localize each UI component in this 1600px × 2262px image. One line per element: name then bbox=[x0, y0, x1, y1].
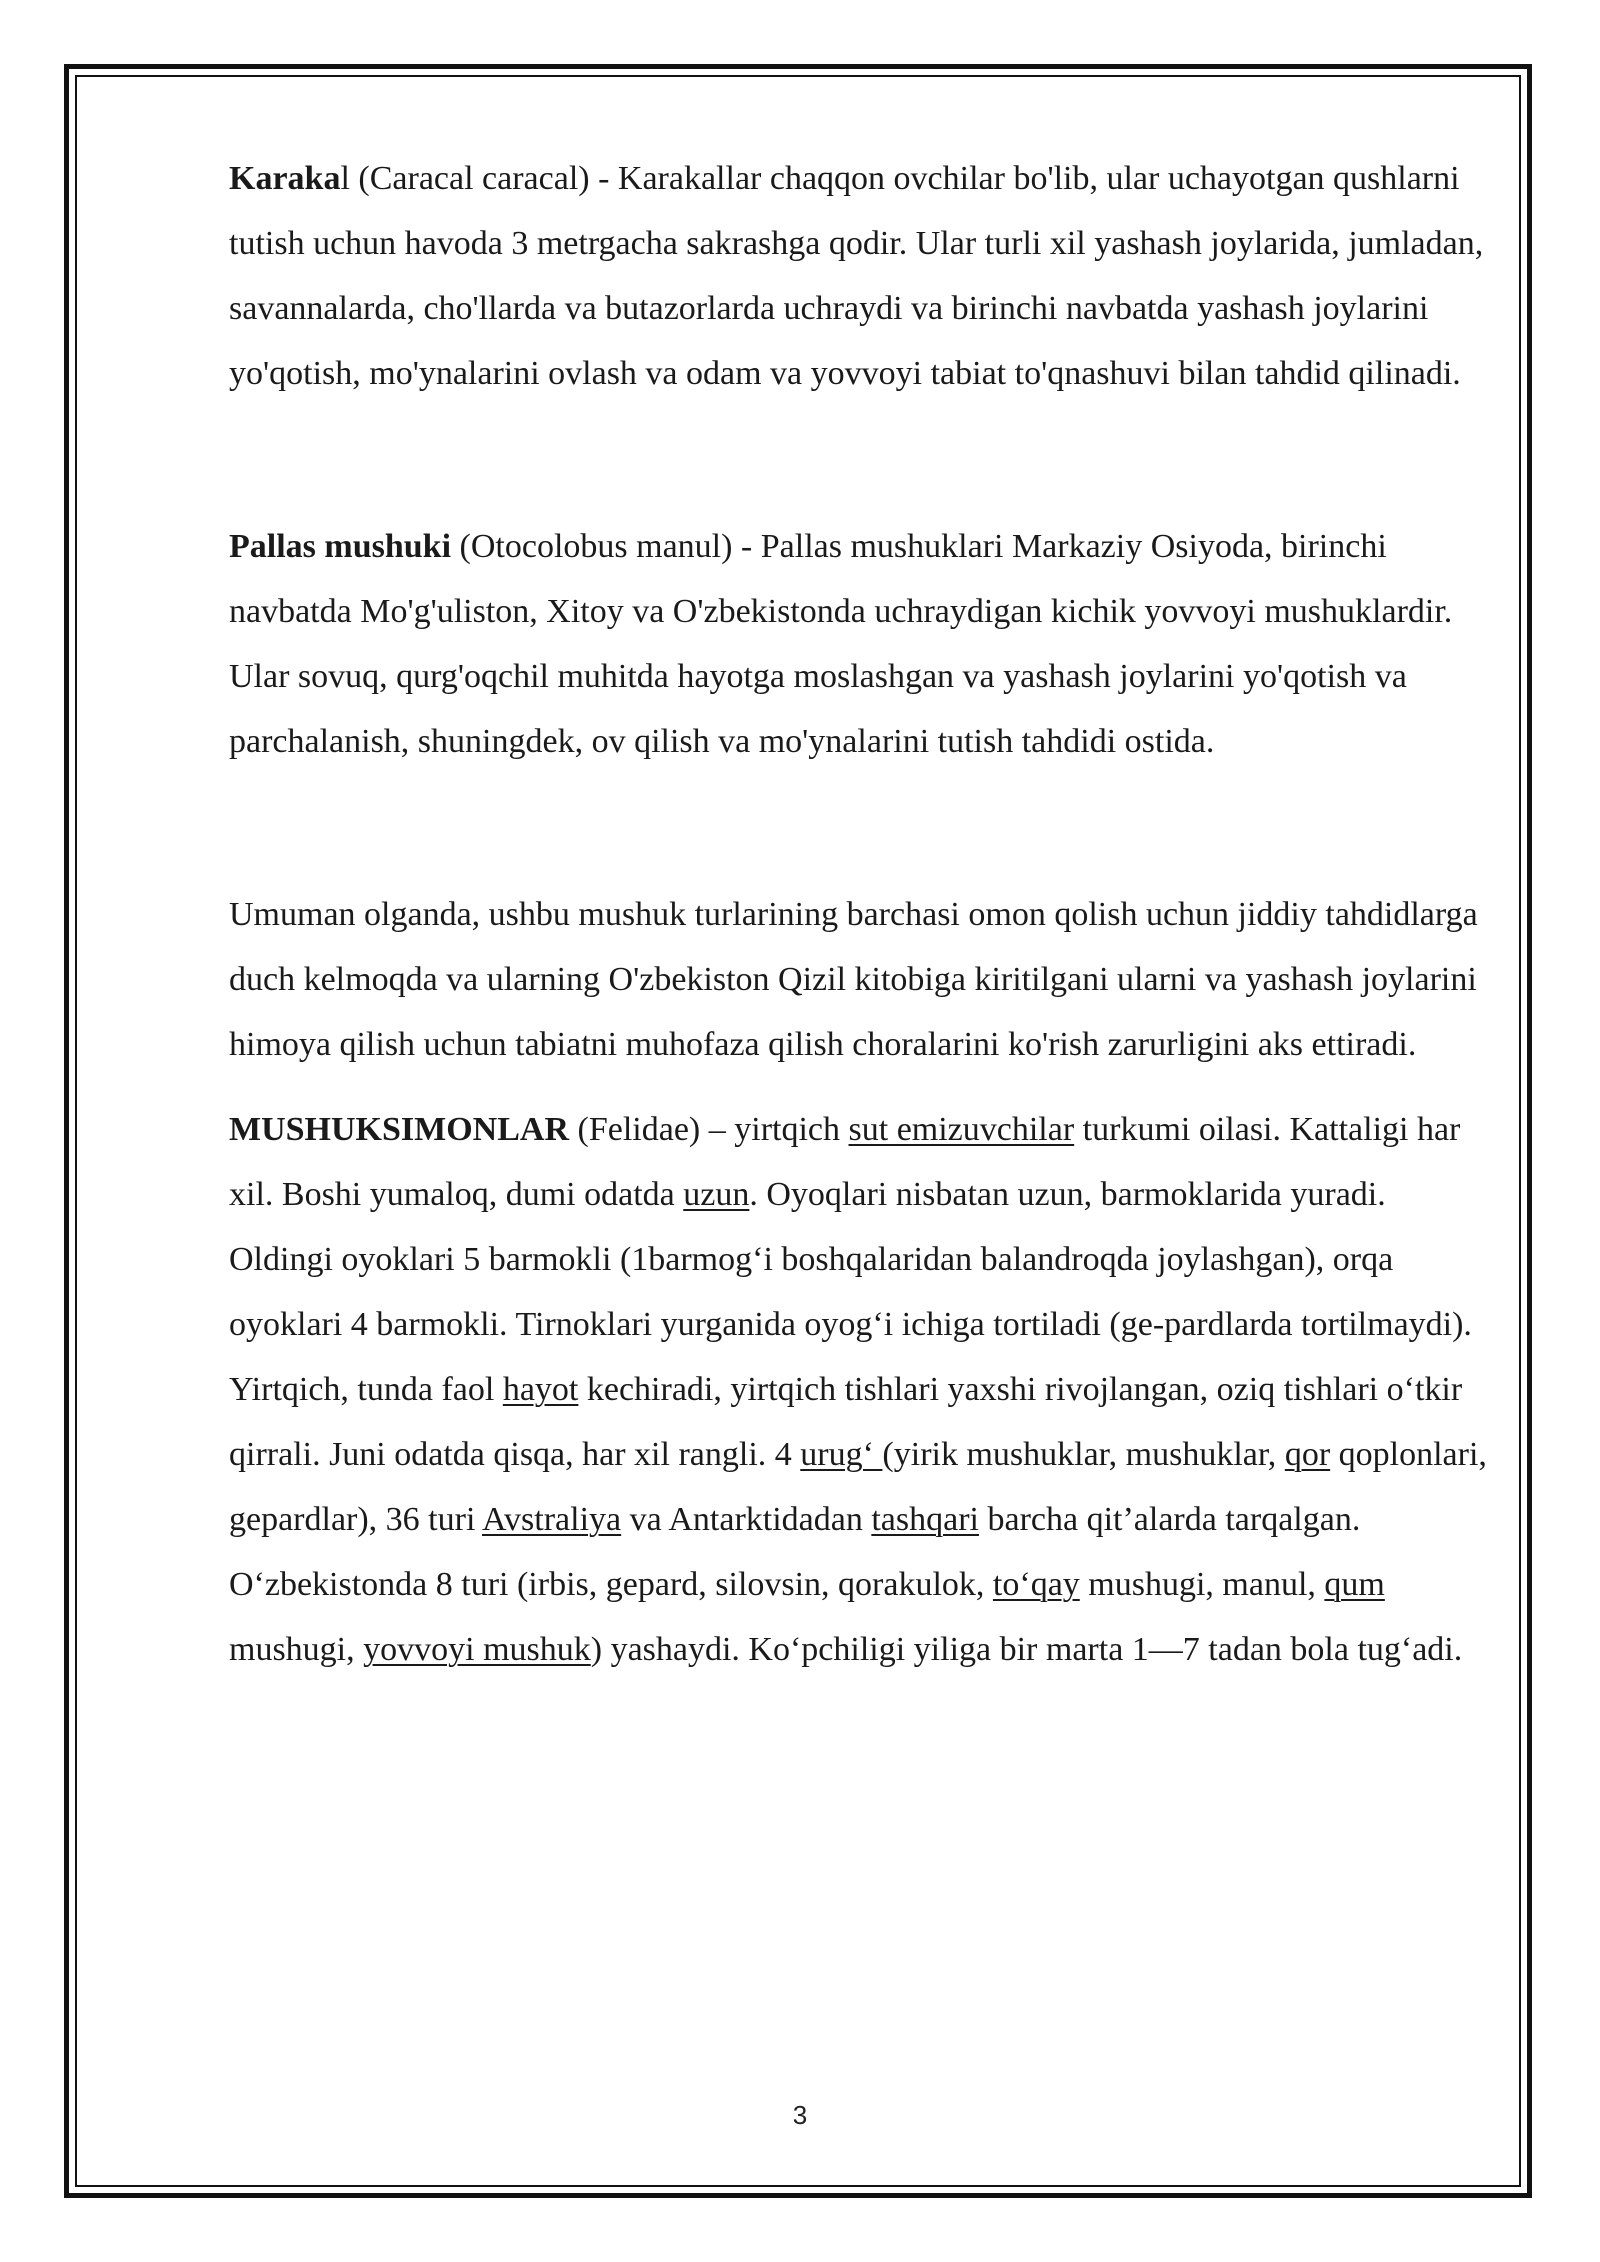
paragraph-pallas: Pallas mushuki (Otocolobus manul) - Pallas mushuklari Markaziy Osiyoda, birinchi navbatda Mo'g'uliston, Xitoy va O'zbekistonda uchraydigan kichik yovvoyi mushuklardir. Ular sovuq, qurg'oqchil muhitda hayotga moslashgan va yashash joylarini yo'qotish va parchalanish, shuningdek, ov qilish va mo'ynalarini tutish tahdidi ostida. bbox=[229, 528, 1453, 760]
link-yovvoyi-mushuk[interactable]: yovvoyi mushuk bbox=[363, 1631, 591, 1668]
link-sut-emizuvchilar[interactable]: sut emizuvchilar bbox=[848, 1111, 1075, 1148]
term-mushuksimonlar: MUSHUKSIMONLAR bbox=[229, 1111, 570, 1148]
term-pallas: Pallas mushuki bbox=[229, 528, 452, 565]
link-qum[interactable]: qum bbox=[1324, 1566, 1385, 1603]
paragraph-summary: Umuman olganda, ushbu mushuk turlarining barchasi omon qolish uchun jiddiy tahdidlarga duch kelmoqda va ularning O'zbekiston Qizil kitobiga kiritilgani ularni va yashash joylarini himoya qilish uchun tabiatni muhofaza qilish choralarini ko'rish zarurligini aks ettiradi. bbox=[229, 896, 1478, 1063]
link-uzun[interactable]: uzun bbox=[683, 1176, 750, 1213]
link-toqay[interactable]: to‘qay bbox=[992, 1566, 1080, 1603]
term-karakal: Karaka bbox=[229, 160, 341, 197]
paragraph-karakal: Karakal (Caracal caracal) - Karakallar chaqqon ovchilar bo'lib, ular uchayotgan qushlarni tutish uchun havoda 3 metrgacha sakrashga qodir. Ular turli xil yashash joylarida, jumladan, savannalarda, cho'llarda va butazorlarda uchraydi va birinchi navbatda yashash joylarini yo'qotish, mo'ynalarini ovlash va odam va yovvoyi tabiat to'qnashuvi bilan tahdid qilinadi. bbox=[229, 160, 1484, 392]
link-avstraliya[interactable]: Avstraliya bbox=[482, 1501, 622, 1538]
link-hayot[interactable]: hayot bbox=[502, 1371, 579, 1408]
link-urug[interactable]: urug‘ bbox=[800, 1436, 883, 1473]
document-body bbox=[229, 146, 1491, 1682]
paragraph-mushuksimonlar: MUSHUKSIMONLAR (Felidae) – yirtqich sut emizuvchilar turkumi oilasi. Kattaligi har xil. Boshi yumaloq, dumi odatda uzun. Oyoqlari nisbatan uzun, barmoklarida yuradi. Oldingi oyoklari 5 barmokli (1barmog‘i boshqalaridan balandroqda joylashgan), orqa oyoklari 4 barmokli. Tirnoklari yurganida oyog‘i ichiga tortiladi (ge-pardlarda tortilmaydi). Yirtqich, tunda faol hayot kechiradi, yirtqich tishlari yaxshi rivojlangan, oziq tishlari o‘tkir qirrali. Juni odatda qisqa, har xil rangli. 4 urug‘ (yirik mushuklar, mushuklar, qor qoplonlari, gepardlar), 36 turi Avstraliya va Antarktidadan tashqari barcha qit’alarda tarqalgan. O‘zbekistonda 8 turi (irbis, gepard, silovsin, qorakulok, to‘qay mushugi, manul, qum mushugi, yovvoyi mushuk) yashaydi. Ko‘pchiligi yiliga bir marta 1—7 tadan bola tug‘adi. bbox=[229, 1111, 1487, 1668]
link-tashqari[interactable]: tashqari bbox=[871, 1501, 979, 1538]
link-qor[interactable]: qor bbox=[1284, 1436, 1331, 1473]
page-number: 3 bbox=[792, 2100, 808, 2130]
